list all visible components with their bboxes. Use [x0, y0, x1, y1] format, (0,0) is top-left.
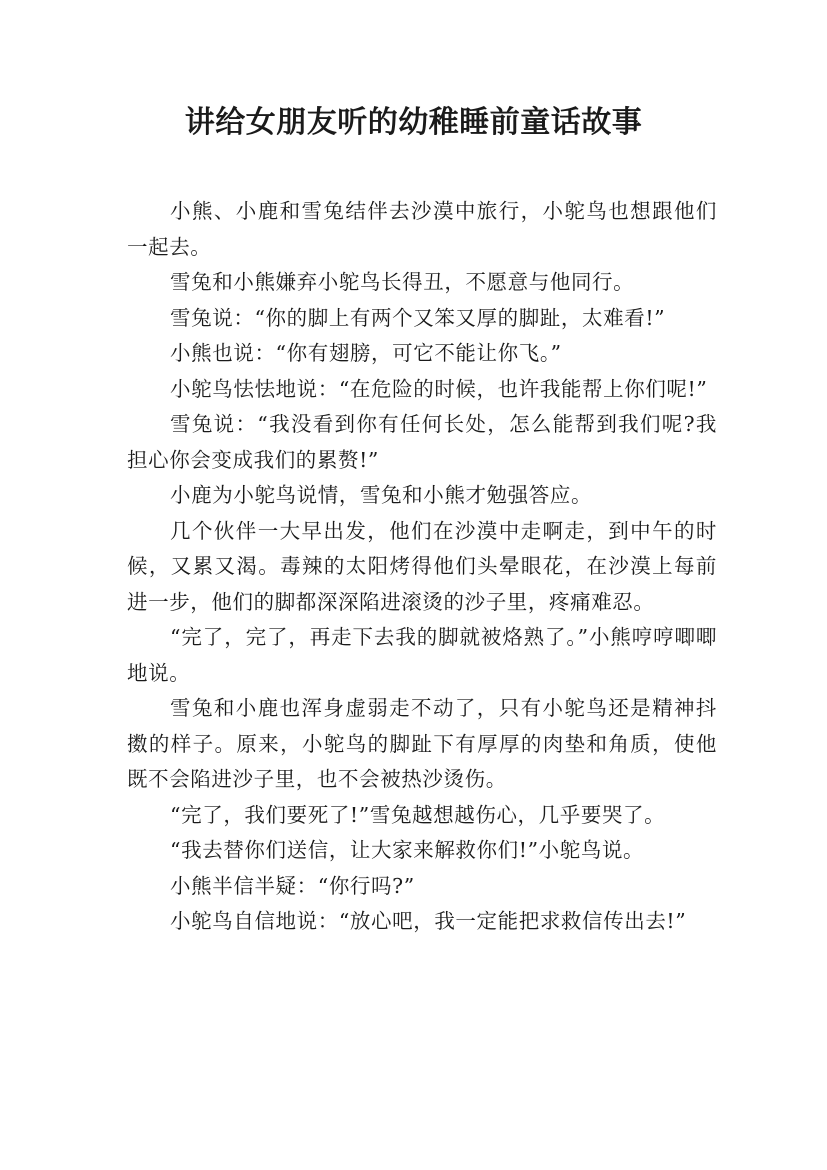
- paragraph: 几个伙伴一大早出发，他们在沙漠中走啊走，到中午的时候，又累又渴。毒辣的太阳烤得他们头晕眼花，在沙漠上每前进一步，他们的脚都深深陷进滚烫的沙子里，疼痛难忍。: [127, 518, 717, 614]
- paragraph: “完了，完了，再走下去我的脚就被烙熟了。”小熊哼哼唧唧地说。: [127, 625, 717, 685]
- paragraph: 小熊也说：“你有翅膀，可它不能让你飞。”: [170, 341, 562, 365]
- paragraph: 小鹿为小鸵鸟说情，雪兔和小熊才勉强答应。: [170, 483, 593, 507]
- paragraph: 雪兔和小鹿也浑身虚弱走不动了，只有小鸵鸟还是精神抖擞的样子。原来，小鸵鸟的脚趾下有厚厚的肉垫和角质，使他既不会陷进沙子里，也不会被热沙烫伤。: [127, 696, 717, 791]
- paragraph: 小鸵鸟怯怯地说：“在危险的时候，也许我能帮上你们呢!”: [170, 376, 708, 401]
- paragraph: “完了，我们要死了!”雪兔越想越伤心，几乎要哭了。: [170, 802, 666, 827]
- paragraph: “我去替你们送信，让大家来解救你们!”小鸵鸟说。: [170, 838, 645, 862]
- paragraph: 小熊、小鹿和雪兔结伴去沙漠中旅行，小鸵鸟也想跟他们一起去。: [127, 199, 717, 259]
- paragraph: 雪兔说：“你的脚上有两个又笨又厚的脚趾，太难看!”: [170, 305, 666, 330]
- document-title: 讲给女朋友听的幼稚睡前童话故事: [184, 105, 643, 140]
- paragraph: 雪兔说：“我没看到你有任何长处，怎么能帮到我们呢?我担心你会变成我们的累赘!”: [127, 412, 717, 472]
- paragraph: 小鸵鸟自信地说：“放心吧，我一定能把求救信传出去!”: [170, 909, 687, 933]
- document-body: [127, 194, 717, 940]
- paragraph: 雪兔和小熊嫌弃小鸵鸟长得丑，不愿意与他同行。: [170, 270, 635, 294]
- paragraph: 小熊半信半疑：“你行吗?”: [170, 873, 415, 898]
